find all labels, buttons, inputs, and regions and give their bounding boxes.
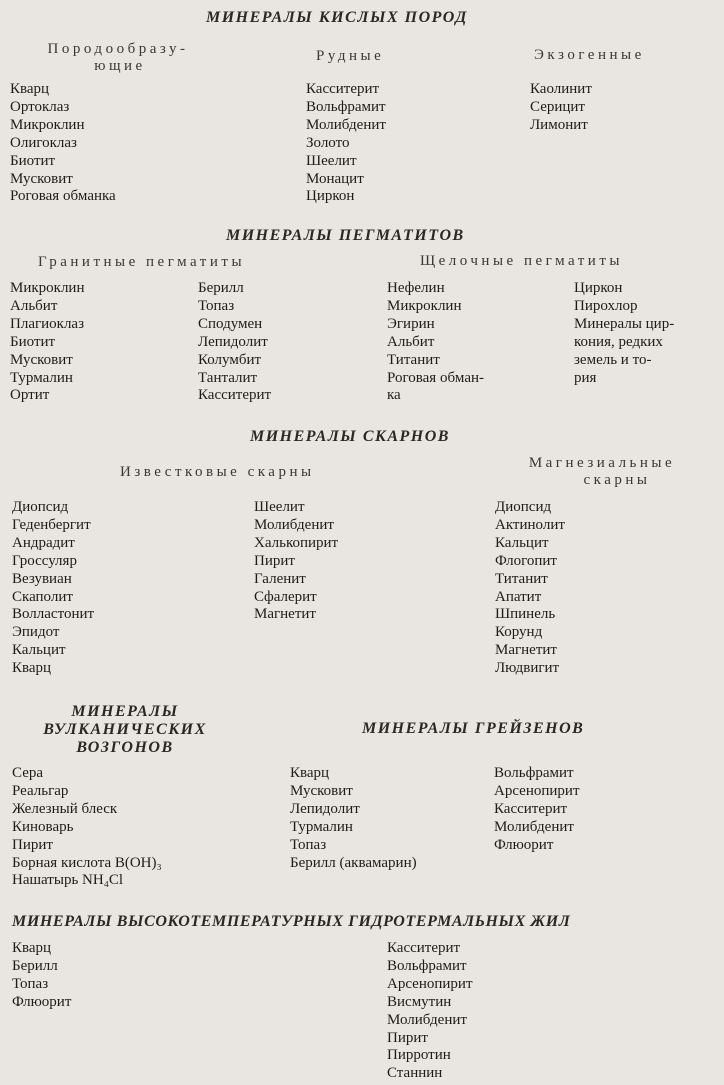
mineral-item: Турмалин [290,818,353,835]
section-title-hydrothermal: МИНЕРАЛЫ ВЫСОКОТЕМПЕРАТУРНЫХ ГИДРОТЕРМАЛЬНЫХ ЖИЛ [12,913,571,930]
mineral-item: Людвигит [495,660,560,677]
mineral-item: Сера [12,765,44,781]
acid-col1-list [10,81,116,206]
mineral-item: Арсенопирит [387,975,473,992]
section-title-greisen: МИНЕРАЛЫ ГРЕЙЗЕНОВ [362,720,585,737]
volcanic-title-line2: ВУЛКАНИЧЕСКИХ [43,721,207,738]
mineral-item: Касситерит [198,387,272,404]
calc-col2-list [254,499,338,624]
greisen-col2-list [494,765,580,855]
mineral-item: Пирохлор [574,297,638,314]
mineral-item: Молибденит [254,516,334,533]
section-title-volcanic [20,703,230,757]
calc-col1-list [12,499,94,678]
mineral-item: Магнетит [495,642,557,659]
acid-col1-header [18,41,218,75]
mineral-item: Молибденит [306,116,386,133]
mineral-item: Диопсид [495,499,552,515]
acid-col2-header: Рудные [316,48,385,64]
granite-pegmatite-header: Гранитные пегматиты [38,254,246,270]
mineral-item: Минералы цир- [574,315,675,332]
mineral-item: Скаполит [12,588,73,605]
mineral-item: Кварц [12,660,52,677]
mineral-item: Везувиан [12,570,72,587]
mineral-item: Кальцит [12,642,66,659]
section-title-pegmatite: МИНЕРАЛЫ ПЕГМАТИТОВ [226,227,465,244]
mineral-item: Корунд [495,624,543,641]
mineral-item: Касситерит [494,800,568,817]
section-title-acid: МИНЕРАЛЫ КИСЛЫХ ПОРОД [206,9,468,26]
mineral-item: Титанит [387,351,440,368]
mineral-item: Пирит [12,836,53,853]
mineral-item: Берилл (аквамарин) [290,854,417,871]
mineral-item: Магнетит [254,606,316,623]
acid-col3-list [530,81,592,135]
granite-col2-list [198,280,271,405]
acid-col1-header-line2: ющие [94,58,146,74]
mineral-item: Волластонит [12,606,95,623]
mineral-item: Каолинит [530,81,592,97]
mineral-item: Биотит [10,152,56,169]
mineral-item: Касситерит [306,81,380,97]
mineral-item: Роговая обманка [10,188,116,205]
mineral-item: Вольфрамит [306,98,386,115]
mineral-item: Плагиоклаз [10,315,85,332]
mineral-item: Апатит [495,588,542,605]
mineral-item: Нашатырь NH₄Cl [12,872,124,889]
mineral-item: Молибденит [387,1011,467,1028]
mineral-item: Микроклин [10,280,85,296]
mineral-item: Станнин [387,1065,443,1082]
mineral-item: Касситерит [387,940,461,956]
mineral-item: Реальгар [12,782,69,799]
mineral-item: Олигоклаз [10,134,77,151]
mineral-item: Киноварь [12,818,74,835]
mineral-item: Альбит [10,297,58,314]
alkaline-col2-list [574,280,674,387]
mineral-item: Галенит [254,570,306,587]
mineral-item: Халькопирит [254,534,339,551]
mineral-item: Танталит [198,369,258,386]
mineral-item: Эгирин [387,315,435,332]
mineral-item: Лепидолит [198,333,268,350]
mag-skarn-header-line1: Магнезиальные [528,455,676,471]
mineral-item: Пирит [254,552,295,569]
mineral-item: Монацит [306,170,364,187]
mineral-item: Железный блеск [12,800,118,817]
mineral-item: Альбит [387,333,435,350]
mineral-item: Флюорит [494,836,554,853]
mineral-item: Кварц [10,81,50,97]
acid-col2-list [306,81,386,206]
mineral-item: Сфалерит [254,588,317,605]
mineral-item: Молибденит [494,818,574,835]
mineral-item: Лепидолит [290,800,360,817]
mineral-item: Циркон [306,188,355,205]
mineral-item: Нефелин [387,280,445,296]
hydro-col1-list [12,940,71,1012]
mineral-item: земель и то- [574,351,652,368]
mineral-item: Ортоклаз [10,98,70,115]
mineral-item: Титанит [495,570,548,587]
mineral-item: Топаз [12,975,49,992]
mineral-item: рия [574,369,597,386]
mineral-item: Мусковит [290,782,353,799]
mineral-item: Кварц [290,765,330,781]
hydro-col2-list [387,940,473,1083]
mineral-item: Актинолит [495,516,565,533]
mineral-item: кония, редких [574,333,663,350]
mineral-item: Топаз [290,836,327,853]
mineral-item: Роговая обман- [387,369,484,386]
volcanic-title-line3: ВОЗГОНОВ [76,739,174,756]
mineral-item: ка [387,387,401,404]
mineral-item: Шеелит [254,499,305,515]
mineral-item: Колумбит [198,351,262,368]
mineral-item: Геденбергит [12,516,91,533]
mineral-item: Золото [306,134,350,151]
mineral-item: Флогопит [495,552,557,569]
mineral-item: Циркон [574,280,623,296]
greisen-col1-list [290,765,417,872]
mineral-item: Биотит [10,333,56,350]
mag-skarn-header-line2: скарны [583,472,651,488]
mineral-item: Кварц [12,940,52,956]
mineral-item: Микроклин [387,297,462,314]
section-title-skarn: МИНЕРАЛЫ СКАРНОВ [250,428,450,445]
granite-col1-list [10,280,84,405]
acid-col1-header-line1: Породообразу- [47,41,189,57]
mineral-item: Андрадит [12,534,75,551]
mineral-item: Мусковит [10,351,73,368]
mineral-item: Мусковит [10,170,73,187]
mag-skarn-header [500,455,704,489]
mineral-item: Гроссуляр [12,552,77,569]
mineral-item: Серицит [530,98,585,115]
alkaline-pegmatite-header: Щелочные пегматиты [420,253,623,269]
mag-col-list [495,499,565,678]
mineral-item: Ортит [10,387,50,404]
calc-skarn-header: Известковые скарны [120,464,315,480]
mineral-item: Турмалин [10,369,73,386]
alkaline-col1-list [387,280,484,405]
acid-col3-header: Экзогенные [534,47,645,63]
mineral-item: Арсенопирит [494,782,580,799]
mineral-item: Берилл [198,280,244,296]
mineral-item: Шеелит [306,152,357,169]
mineral-item: Висмутин [387,993,452,1010]
mineral-item: Пирит [387,1029,428,1046]
volcanic-title-line1: МИНЕРАЛЫ [71,703,179,720]
mineral-item: Пирротин [387,1047,451,1064]
mineral-item: Сподумен [198,315,263,332]
volcanic-list [12,765,162,890]
mineral-item: Шпинель [495,606,556,623]
mineral-item: Берилл [12,957,58,974]
mineral-item: Флюорит [12,993,72,1010]
mineral-item: Вольфрамит [387,957,467,974]
mineral-item: Эпидот [12,624,60,641]
mineral-item: Кальцит [495,534,549,551]
mineral-item: Борная кислота B(OH)₃ [12,854,162,871]
mineral-item: Микроклин [10,116,85,133]
mineral-item: Вольфрамит [494,765,574,781]
mineral-item: Лимонит [530,116,588,133]
mineral-item: Топаз [198,297,235,314]
mineral-item: Диопсид [12,499,69,515]
